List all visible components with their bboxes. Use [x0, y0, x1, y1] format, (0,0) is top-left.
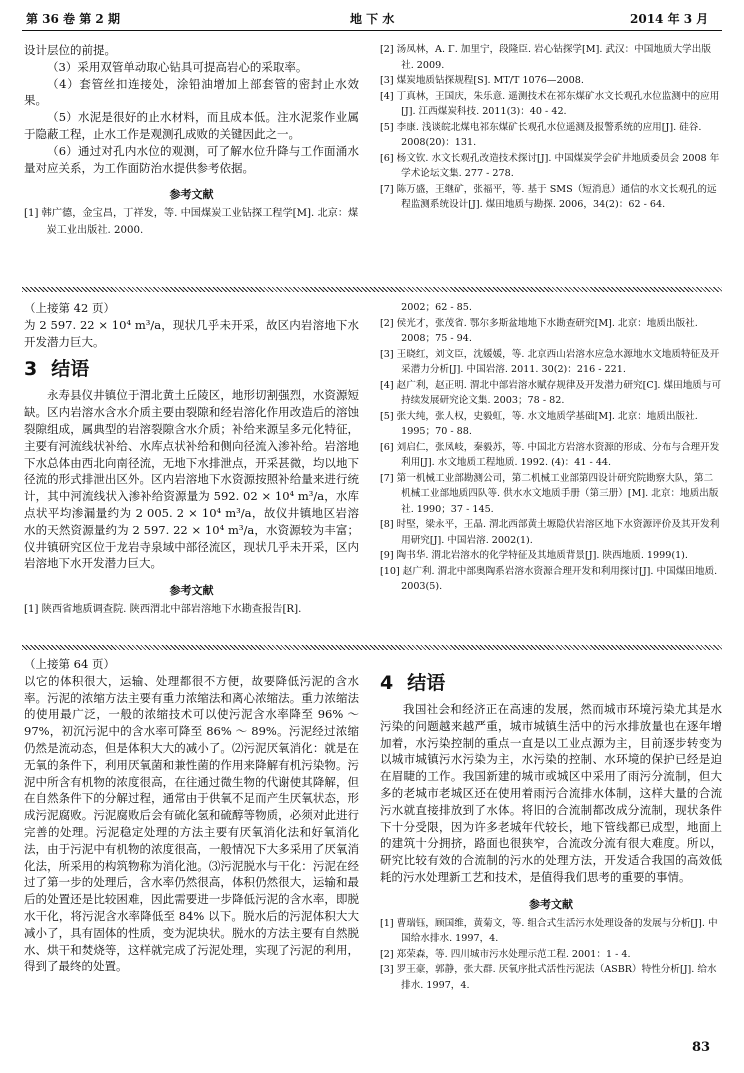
- block3-right-column: [380, 664, 722, 993]
- paragraph: （4）套管丝扣连接处，涂铅油增加上部套管的密封止水效果。: [24, 76, 359, 108]
- reference-item: [9] 陶书华. 渭北岩溶水的化学特征及其地质背景[J]. 陕西地质. 1999(1).: [380, 550, 688, 561]
- reference-item: [5] 李康. 浅谈皖北煤电祁东煤矿长观孔水位遥测及报警系统的应用[J]. 硅谷. 2008(20)：131.: [380, 121, 702, 148]
- section-heading: [24, 354, 359, 381]
- reference-item: [5] 张大纯，张人权，史毅虹，等. 水文地质学基础[M]. 北京：地质出版社. 1995；70 - 88.: [380, 410, 698, 437]
- section-divider: [22, 645, 722, 650]
- paragraph: 我国社会和经济正在高速的发展，然而城市环境污染尤其是水污染的问题越来越严重，城市城镇生活中的污水排放量也在逐年增加着，水污染控制的重点一直是以工业点源为主，目前逐步转变为以城市城镇污水污染为主，水污染的控制、水环境的保护已经是迫在眉睫的工作。我国新建的城市或城区中采用了雨污分流制，但大多的老城市老城区还在使用着雨污合流排水体制，这样大量的合流污水就直接排放到了水体。将旧的合流制都改成分流制，现状条件下十分受限，因为许多老城年代较长，地下管线都已成型，地面上的建筑十分拥挤，路面也很狭窄，合流改分流有很大难度。所以，研究比较有效的合流制的污水的处理方法，开发适合我国的高效低耗的污水处理新工艺和技术，是值得我们思考的重要的事情。: [380, 702, 722, 884]
- paragraph: （3）采用双管单动取心钻具可提高岩心的采取率。: [47, 59, 308, 74]
- journal-volume-issue: 第 36 卷 第 2 期: [26, 12, 120, 26]
- reference-item: [6] 刘启仁，张凤岐，秦毅苏，等. 中国北方岩溶水资源的形成、分布与合理开发利用[J]. 水文地质工程地质. 1992. (4)：41 - 44.: [380, 441, 720, 468]
- section-title: 结语: [51, 358, 90, 381]
- reference-item: [7] 第一机械工业部勘测公司，第二机械工业部第四设计研究院勘察大队，第二机械工业部地质四队等. 供水水文地质手册（第三册）[M]. 北京：地质出版社. 1990；37 - 145.: [380, 472, 719, 515]
- paragraph: 永寿县仪井镇位于渭北黄土丘陵区，地形切割强烈，水资源短缺。区内岩溶水含水介质主要由裂隙和经岩溶化作用改造后的溶蚀裂隙组成，属典型的岩溶裂隙含水介质；补给来源呈多元化特征，主要有河流线状补给、水库点状补给和侧向径流入渗补给。岩溶地下水总体由西北向南径流，无地下水排泄点，开采甚微，均以地下径流的形式排泄出区外。区内岩溶地下水资源按照补给量来进行统计，其中河流线状入渗补给资源量为 592. 02 × 10⁴ m³/a，水库点状平均渗漏量约为 2 005. 2 × 10⁴ m³/a，故仪井镇地区岩溶水的天然资源量约为 2 597. 22 × 10⁴ m³/a，水资源较为丰富；仪井镇研究区位于龙岩寺泉域中部径流区，现状几乎未开采，区内岩溶地下水开发潜力巨大。: [24, 388, 359, 571]
- issue-date: 2014 年 3 月: [630, 12, 709, 26]
- block3-left-column: [24, 656, 359, 975]
- reference-item: [2] 郑荣森，等. 四川城市污水处理示范工程. 2001：1 - 4.: [380, 948, 631, 960]
- reference-item: 2002；62 - 85.: [401, 302, 472, 313]
- block2-right-column: [380, 300, 722, 595]
- section-number: 3: [24, 358, 38, 381]
- paragraph: 设计层位的前提。: [24, 43, 116, 57]
- continued-from-note: （上接第 42 页）: [24, 301, 115, 315]
- reference-item: [10] 赵广利. 渭北中部奥陶系岩溶水资源合理开发和利用探讨[J]. 中国煤田地质. 2003(5).: [380, 565, 718, 592]
- reference-item: [3] 煤炭地质钻探规程[S]. MT/T 1076—2008.: [380, 75, 584, 86]
- reference-item: [2] 汤凤林，A. Γ. 加里宁，段隆臣. 岩心钻探学[M]. 武汉：中国地质大学出版社. 2009.: [380, 44, 711, 71]
- reference-item: [8] 时堅，梁永平，王晶. 渭北西部黄土塬隐伏岩溶区地下水资源评价及其开发利用研究[J]. 中国岩溶. 2002(1).: [380, 519, 720, 546]
- reference-item: [6] 杨文钦. 水文长观孔改造技术探讨[J]. 中国煤炭学会矿井地质委员会 2008 年学术论坛文集. 277 - 278.: [380, 152, 720, 179]
- reference-item: [1] 韩广德，金宝昌，丁祥发，等. 中国煤炭工业钻探工程学[M]. 北京：煤炭工业出版社. 2000.: [24, 208, 359, 236]
- section-heading: [380, 668, 722, 695]
- journal-name: 地 下 水: [350, 12, 395, 26]
- reference-item: [3] 罗王豪，郭静，张大群. 厌氧序批式活性污泥法（ASBR）特性分析[J]. 给水排水. 1997，4.: [380, 964, 717, 991]
- paragraph: 为 2 597. 22 × 10⁴ m³/a，现状几乎未开采，故区内岩溶地下水开发潜力巨大。: [24, 317, 359, 349]
- paragraph: （6）通过对孔内水位的观测，可了解水位升降与工作面涌水量对应关系，为工作面防治水提供参考依据。: [24, 143, 359, 175]
- references-heading: 参考文献: [169, 188, 214, 202]
- section-title: 结语: [407, 672, 446, 694]
- section-divider: [22, 287, 722, 292]
- page-number: 83: [692, 1040, 711, 1055]
- header-rule: [22, 30, 722, 31]
- block1-left-column: [24, 42, 359, 239]
- references-heading: 参考文献: [169, 584, 214, 598]
- section-number: 4: [380, 672, 394, 694]
- reference-item: [4] 丁真林，王国庆，朱乐意. 遥测技术在祁东煤矿水文长观孔水位监测中的应用[J]. 江西煤炭科技. 2011(3)：40 - 42.: [380, 90, 720, 117]
- reference-item: [2] 侯光才，张茂省. 鄂尔多斯盆地地下水勘查研究[M]. 北京：地质出版社. 2008；75 - 94.: [380, 317, 698, 344]
- block1-right-column: [380, 42, 722, 213]
- continued-from-note: （上接第 64 页）: [24, 657, 115, 671]
- paragraph: （5）水泥是很好的止水材料，而且成本低。注水泥浆作业属于隐蔽工程，止水工作是观测孔成败的关键因此之一。: [24, 110, 359, 141]
- reference-item: [7] 陈万盛，王继矿，张福平，等. 基于 SMS（短消息）通信的水文长观孔的远程监测系统设计[J]. 煤田地质与勘探. 2006，34(2)：62 - 64.: [380, 183, 717, 210]
- paragraph: 以它的体积很大，运输、处理都很不方便，故要降低污泥的含水率。污泥的浓缩方法主要有重力浓缩法和离心浓缩法。重力浓缩法的使用最广泛，一般的浓缩技术可以使污泥含水率降至 96% ～ 97%，初沉污泥中的含水率可降至 86% ～ 89%。污泥经过浓缩仍然是流动态，但是体积大大的减小了。⑵污泥厌氧消化：就是在无氧的条件下，利用厌氧菌和兼性菌的作用来降解有机污染物。污泥中所含有机物的浓度很高，在往通过微生物的代谢使其降解，但在自然条件下的分解过程，通常由于供氧不足而产生厌氧状态，形成污泥腐败。污泥腐败后会有硫化氢和硫醇等物质，必须对此进行完善的处理。污泥稳定处理的方法主要有厌氧消化法和好氧消化法，由于污泥中有机物的浓度很高，一般情况下大多采用了厌氧消化法，所采用的构筑物称为消化池。⑶污泥脱水与干化：污泥在经过了第一步的处理后，含水率仍然很高，体积仍然很大，运输和最后的处置还是比较困难，因此需要进一步降低污泥的含水率，即脱水干化，将污泥含水率降低至 84% 以下。脱水后的污泥体积大大减小了，具有固体的性质，变为泥块状。脱水的方法主要有自然脱水、烘干和焚烧等，这样就完成了污泥处理，实现了污泥的利用，得到了最终的处置。: [24, 673, 359, 974]
- reference-item: [4] 赵广利，赵正明. 渭北中部岩溶水赋存规律及开发潜力研究[C]. 煤田地质与可持续发展研究论文集. 2003；78 - 82.: [380, 379, 722, 406]
- reference-item: [1] 陕西省地质调查院. 陕西渭北中部岩溶地下水勘查报告[R].: [24, 604, 302, 616]
- reference-item: [1] 曹瑞钰，顾国维，黄菊文，等. 组合式生活污水处理设备的发展与分析[J]. 中国给水排水. 1997，4.: [380, 917, 718, 945]
- references-heading: 参考文献: [529, 897, 573, 911]
- block2-left-column: [24, 300, 359, 618]
- reference-item: [3] 王晓红，刘文臣，沈媛媛，等. 北京西山岩溶水应急水源地水文地质特征及开采潜力分析[J]. 中国岩溶. 2011. 30(2)：216 - 221.: [380, 348, 720, 375]
